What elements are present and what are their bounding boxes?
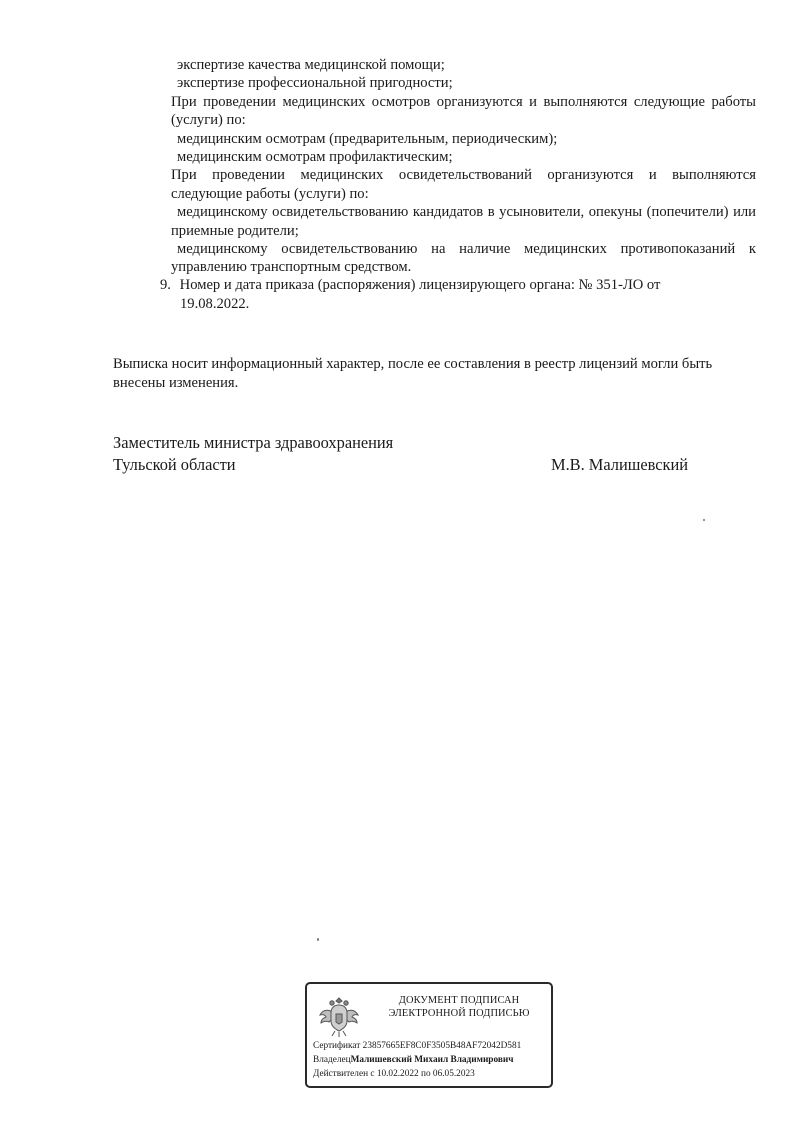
stamp-title (369, 994, 549, 1020)
stamp-details (313, 1039, 553, 1081)
owner-label: Владелец (313, 1055, 351, 1065)
exam-item: медицинским осмотрам профилактическим; (177, 149, 453, 166)
stamp-title-line: ЭЛЕКТРОННОЙ ПОДПИСЬЮ (388, 1008, 530, 1019)
item-number: 9. (160, 277, 171, 293)
service-line: экспертизе качества медицинской помощи; (177, 57, 445, 73)
signer-position: Заместитель министра здравоохранения (113, 433, 394, 452)
stamp-title-line: ДОКУМЕНТ ПОДПИСАН (398, 995, 520, 1006)
owner-name: Малишевский Михаил Владимирович (350, 1055, 514, 1065)
information-notice: Выписка носит информационный характер, после ее составления в реестр лицензий могли быть внесены изменения. (113, 356, 713, 391)
certificate-label: Сертификат (313, 1041, 361, 1051)
order-item (160, 276, 720, 313)
certificate-row (313, 1039, 553, 1053)
signature-block (113, 432, 713, 476)
coat-of-arms-icon (315, 992, 363, 1040)
scan-speck (317, 938, 319, 941)
owner-row (313, 1053, 553, 1067)
exam-item: медицинским осмотрам (предварительным, периодическим); (177, 130, 558, 147)
certificate-number: 23857665EF8C0F3505B48AF72042D581 (362, 1041, 522, 1051)
services-list (171, 56, 756, 277)
order-text: Номер и дата приказа (распоряжения) лицензирующего органа: № 351-ЛО от (179, 277, 661, 293)
signer-region: Тульской области (113, 455, 236, 474)
cert-item: медицинскому освидетельствованию на наличие медицинских противопоказаний к управлению транспортным средством. (171, 241, 756, 276)
signer-name: М.В. Малишевский (551, 455, 689, 474)
cert-item: медицинскому освидетельствованию кандидатов в усыновители, опекуны (попечители) или приемные родители; (171, 204, 756, 239)
service-line: экспертизе профессиональной пригодности; (177, 75, 453, 92)
electronic-signature-stamp (305, 982, 553, 1088)
validity-period: Действителен с 10.02.2022 по 06.05.2023 (313, 1069, 475, 1079)
order-date: 19.08.2022. (180, 295, 250, 312)
cert-intro: При проведении медицинских освидетельствований организуются и выполняются следующие работы (услуги) по: (171, 167, 756, 202)
scan-speck (703, 519, 705, 521)
exams-intro: При проведении медицинских осмотров организуются и выполняются следующие работы (услуги) по: (171, 93, 756, 129)
